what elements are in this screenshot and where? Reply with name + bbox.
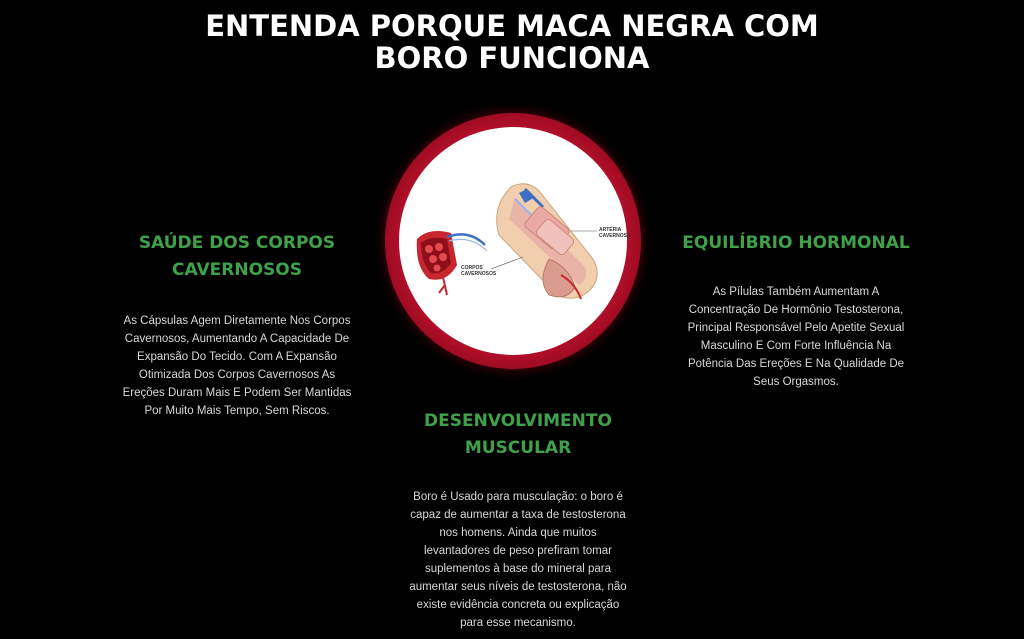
section-title-equilibrio-hormonal [646,230,946,257]
label-cavernosa: CAVERNOSA [599,233,631,239]
text-line: Masculino E Com Forte Influência Na [700,340,892,352]
section-title-line: EQUILÍBRIO HORMONAL [682,233,910,253]
text-line: existe evidência concreta ou explicação [416,599,620,611]
section-title-line: MUSCULAR [464,438,572,458]
section-title-desenvolvimento-muscular [368,408,668,462]
page-title-line-1: ENTENDA PORQUE MACA NEGRA COM [205,9,819,43]
tissue-cross-section [417,231,487,295]
section-title-corpos-cavernosos [97,230,377,284]
text-line: aumentar seus níveis de testosterona, não [409,581,627,593]
section-title-line: DESENVOLVIMENTO [424,411,612,431]
section-title-line: SAÚDE DOS CORPOS [138,233,336,253]
text-line: Ereções Duram Mais E Podem Ser Mantidas [122,387,352,399]
section-title-line: CAVERNOSOS [172,260,302,280]
section-text-desenvolvimento-muscular [368,488,668,632]
text-line: As Pílulas Também Aumentam A [712,286,880,298]
text-line: Cavernosos, Aumentando A Capacidade De [124,333,350,345]
anatomy-diagram-svg [399,127,631,355]
text-line: Boro é Usado para musculação: o boro é [413,491,623,503]
text-line: levantadores de peso prefiram tomar [424,545,612,557]
illustration-circle-frame [385,113,641,369]
text-line: Concentração De Hormônio Testosterona, [688,304,904,316]
text-line: Principal Responsável Pelo Apetite Sexual [687,322,905,334]
label-corpos: CORPOS [461,265,483,271]
text-line: nos homens. Ainda que muitos [439,527,597,539]
text-line: As Cápsulas Agem Diretamente Nos Corpos [123,315,351,327]
text-line: Potência Das Ereções E Na Qualidade De [687,358,905,370]
text-line: para esse mecanismo. [460,617,576,629]
text-line: Seus Orgasmos. [753,376,839,388]
page-title [112,10,912,74]
section-text-corpos-cavernosos [97,312,377,420]
text-line: Otimizada Dos Corpos Cavernosos As [138,369,336,381]
page-title-line-2: BORO FUNCIONA [374,41,650,75]
corpus-cavernosum-diagram [491,184,597,299]
anatomy-illustration [399,127,631,355]
text-line: Expansão Do Tecido. Com A Expansão [137,351,337,363]
section-text-equilibrio-hormonal [646,283,946,391]
text-line: capaz de aumentar a taxa de testosterona [410,509,626,521]
text-line: suplementos à base do mineral para [424,563,612,575]
text-line: Por Muito Mais Tempo, Sem Riscos. [144,405,330,417]
label-arteria: ARTÉRIA [599,227,622,233]
label-cavernosos: CAVERNOSOS [461,271,497,277]
